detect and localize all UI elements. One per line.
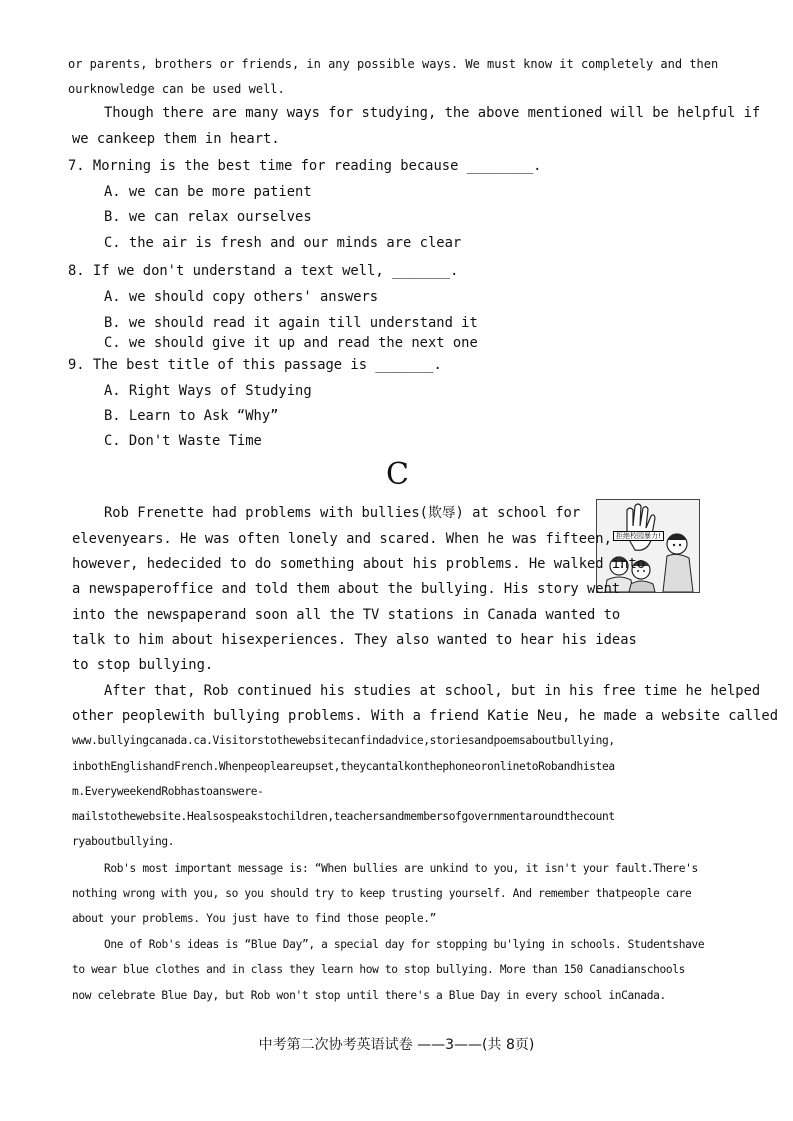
para2-line-5: m.EveryweekendRobhastoanswere- xyxy=(72,785,264,798)
para4-line-1: One of Rob's ideas is “Blue Day”, a special day for stopping bu'lying in schools. Studentshave xyxy=(104,938,705,951)
para1-line-6: talk to him about hisexperiences. They also wanted to hear his ideas xyxy=(72,632,637,648)
question-8-stem: 8. If we don't understand a text well, _______. xyxy=(68,263,459,279)
question-9-stem: 9. The best title of this passage is _______. xyxy=(68,357,442,373)
question-9-option-b: B. Learn to Ask “Why” xyxy=(104,408,279,424)
para1-line-2: elevenyears. He was often lonely and scared. When he was fifteen, xyxy=(72,531,612,547)
question-7-stem: 7. Morning is the best time for reading because ________. xyxy=(68,158,542,174)
page-footer: 中考第二次协考英语试卷 ——3——(共 8页) xyxy=(258,1037,535,1053)
question-7-option-c: C. the air is fresh and our minds are clear xyxy=(104,235,462,251)
para1-line-7: to stop bullying. xyxy=(72,657,214,673)
question-8-option-b: B. we should read it again till understand it xyxy=(104,315,478,331)
question-7-option-b: B. we can relax ourselves xyxy=(104,209,312,225)
question-8-option-a: A. we should copy others' answers xyxy=(104,289,379,305)
para3-line-3: about your problems. You just have to find those people.” xyxy=(72,912,436,925)
passage-b-line-3: Though there are many ways for studying, the above mentioned will be helpful if xyxy=(104,105,761,121)
para4-line-2: to wear blue clothes and in class they learn how to stop bullying. More than 150 Canadianschools xyxy=(72,963,686,976)
question-7-option-a: A. we can be more patient xyxy=(104,184,312,200)
passage-b-line-1: or parents, brothers or friends, in any possible ways. We must know it completely and then xyxy=(68,57,719,71)
para4-line-3: now celebrate Blue Day, but Rob won't stop until there's a Blue Day in every school inCanada. xyxy=(72,989,666,1002)
para2-line-1: After that, Rob continued his studies at school, but in his free time he helped xyxy=(104,683,761,699)
para2-line-3: www.bullyingcanada.ca.Visitorstothewebsitecanfindadvice,storiesandpoemsaboutbullying, xyxy=(72,734,615,747)
para2-line-6: mailstothewebsite.Healsospeakstochildren,teachersandmembersofgovernmentaroundthecount xyxy=(72,810,615,823)
passage-b-line-4: we cankeep them in heart. xyxy=(72,131,280,147)
picture-caption: 拒绝校园暴力! xyxy=(613,531,664,541)
para1-line-5: into the newspaperand soon all the TV stations in Canada wanted to xyxy=(72,607,621,623)
section-c-heading: C xyxy=(386,457,409,492)
passage-b-line-2: ourknowledge can be used well. xyxy=(68,82,285,96)
para3-line-1: Rob's most important message is: “When bullies are unkind to you, it isn't your fault.There's xyxy=(104,862,698,875)
question-9-option-c: C. Don't Waste Time xyxy=(104,433,262,449)
para2-line-2: other peoplewith bullying problems. With a friend Katie Neu, he made a website called xyxy=(72,708,779,724)
question-8-option-c: C. we should give it up and read the next one xyxy=(104,335,478,351)
para2-line-4: inbothEnglishandFrench.Whenpeopleareupset,theycantalkonthephoneoronlinetoRobandhistea xyxy=(72,760,615,773)
cartoon-drawing-icon xyxy=(597,500,699,592)
para2-line-7: ryaboutbullying. xyxy=(72,835,175,848)
para1-line-3: however, hedecided to do something about his problems. He walked into xyxy=(72,556,646,572)
para3-line-2: nothing wrong with you, so you should try to keep trusting yourself. And remember thatpeople care xyxy=(72,887,692,900)
para1-line-4: a newspaperoffice and told them about the bullying. His story went xyxy=(72,581,621,597)
question-9-option-a: A. Right Ways of Studying xyxy=(104,383,312,399)
para1-line-1: Rob Frenette had problems with bullies(欺辱) at school for xyxy=(104,505,581,521)
